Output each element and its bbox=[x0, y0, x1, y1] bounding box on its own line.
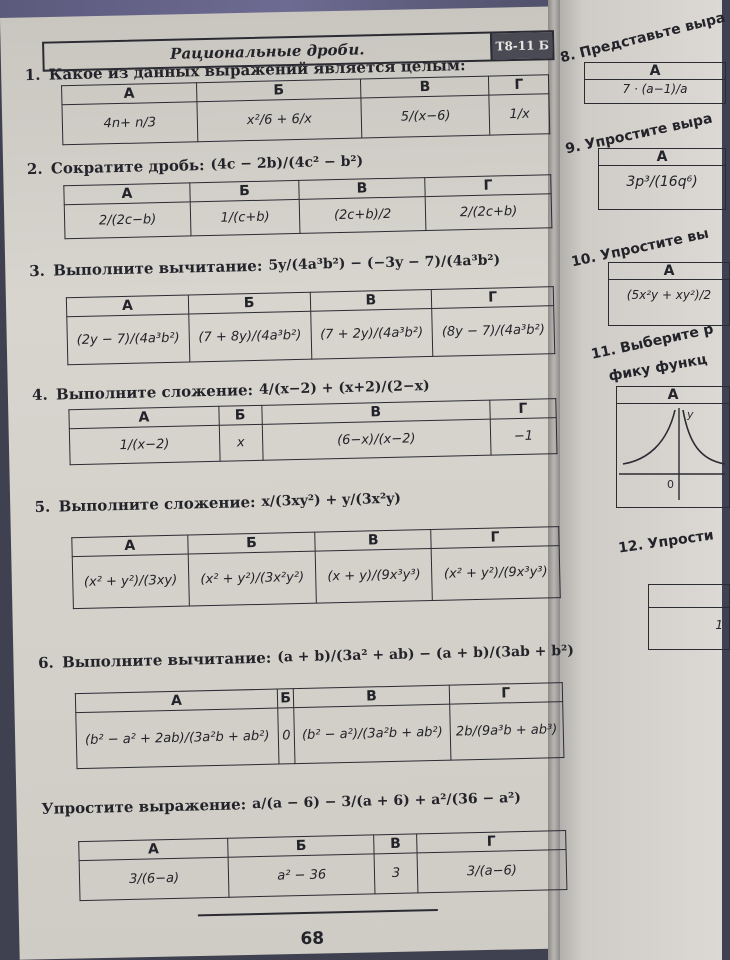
graph-curve-left bbox=[623, 410, 675, 464]
option-letter: А bbox=[599, 149, 725, 166]
q2-option-b[interactable]: 1/(c+b) bbox=[190, 199, 300, 235]
option-letter: Б bbox=[188, 292, 310, 314]
q6-option-a[interactable]: (b² − a² + 2ab)/(3a²b + ab²) bbox=[76, 708, 279, 769]
q1-option-c[interactable]: 5/(x−6) bbox=[361, 95, 490, 138]
footer-rule bbox=[198, 909, 438, 916]
option-letter: А bbox=[75, 689, 277, 713]
option-letter: В bbox=[315, 530, 431, 552]
q4-option-c[interactable]: (6−x)/(x−2) bbox=[262, 419, 491, 460]
option-letter: Б bbox=[218, 405, 261, 425]
q3-option-b[interactable]: (7 + 8y)/(4a³b²) bbox=[189, 311, 312, 362]
option-letter: В bbox=[294, 685, 450, 708]
option-letter: Г bbox=[490, 399, 557, 419]
option-letter bbox=[649, 585, 729, 608]
q7-option-b[interactable]: a² − 36 bbox=[228, 854, 375, 897]
question-5-options bbox=[71, 526, 561, 609]
question-5-expression: x/(3xy²) + y/(3x²y) bbox=[261, 490, 402, 510]
q2-option-d[interactable]: 2/(2c+b) bbox=[425, 194, 552, 231]
question-10-options bbox=[608, 262, 730, 326]
q7-option-a[interactable]: 3/(6−a) bbox=[79, 857, 229, 900]
question-1-options bbox=[61, 74, 550, 145]
q1-option-d[interactable]: 1/x bbox=[489, 94, 549, 135]
question-4-text: Выполните сложение: bbox=[55, 381, 254, 404]
question-4-expression: 4/(x−2) + (x+2)/(2−x) bbox=[258, 378, 430, 398]
question-11: 11. Выберите р bbox=[589, 321, 715, 363]
q3-option-c[interactable]: (7 + 2y)/(4a³b²) bbox=[310, 308, 433, 359]
section-title: Рациональные дроби. bbox=[169, 40, 365, 63]
question-1: 1. Какое из данных выражений является целым: bbox=[24, 56, 466, 85]
question-6-text: Выполните вычитание: bbox=[61, 648, 272, 672]
option-letter: В bbox=[361, 76, 490, 98]
question-9: 9. Упростите выра bbox=[563, 110, 714, 158]
q2-option-c[interactable]: (2c+b)/2 bbox=[299, 197, 426, 234]
option-letter: Г bbox=[431, 527, 559, 549]
option-letter: В bbox=[299, 178, 425, 200]
option-letter: В bbox=[261, 400, 490, 424]
option-letter: Б bbox=[228, 835, 375, 857]
q7-option-d[interactable]: 3/(a−6) bbox=[417, 850, 567, 893]
question-1-text: Какое из данных выражений является целым: bbox=[48, 56, 466, 84]
graph-origin-label: 0 bbox=[667, 478, 674, 491]
q12-option-cell[interactable]: 1 bbox=[715, 618, 723, 632]
option-letter: В bbox=[310, 289, 432, 311]
q5-option-b[interactable]: (x² + y²)/(3x²y²) bbox=[188, 551, 317, 606]
question-11-options bbox=[616, 386, 730, 508]
page-number: 68 bbox=[300, 928, 325, 950]
question-9-options bbox=[598, 148, 726, 210]
question-7-options bbox=[78, 830, 567, 901]
question-2: 2. Сократите дробь: (4c − 2b)/(4c² − b²) bbox=[26, 153, 364, 179]
question-6: 6. Выполните вычитание: (a + b)/(3a² + ab) − (a + b)/(3ab + b²) bbox=[37, 642, 575, 672]
question-11-text-line2: фику функц bbox=[607, 351, 709, 385]
test-code-badge: Т8-11 Б bbox=[490, 32, 553, 59]
question-2-expression: (4c − 2b)/(4c² − b²) bbox=[210, 153, 364, 173]
option-letter: Г bbox=[425, 175, 551, 197]
question-8-options bbox=[584, 62, 726, 104]
question-3-text: Выполните вычитание: bbox=[53, 256, 263, 280]
option-letter: А bbox=[64, 183, 190, 205]
q8-option-a[interactable]: 7 · (a−1)/a bbox=[622, 82, 688, 96]
q6-option-c[interactable]: (b² − a²)/(3a²b + ab²) bbox=[294, 704, 450, 764]
option-letter: А bbox=[79, 838, 228, 860]
question-8: 8. Представьте выра bbox=[558, 9, 727, 67]
question-7-expression: a/(a − 6) − 3/(a + 6) + a²/(36 − a²) bbox=[252, 790, 522, 813]
option-letter: А bbox=[617, 387, 729, 404]
q4-option-d[interactable]: −1 bbox=[490, 418, 557, 455]
question-2-options bbox=[63, 174, 552, 239]
option-letter: Г bbox=[432, 287, 554, 309]
option-letter: А bbox=[66, 295, 188, 317]
graph-y-label: y bbox=[687, 408, 694, 421]
option-letter: В bbox=[374, 834, 417, 854]
option-letter: А bbox=[72, 535, 188, 557]
option-letter: А bbox=[585, 63, 725, 80]
q2-option-a[interactable]: 2/(2c−b) bbox=[64, 202, 191, 239]
q5-option-c[interactable]: (x + y)/(9x³y³) bbox=[316, 549, 433, 604]
option-letter: А bbox=[609, 263, 729, 280]
question-5: 5. Выполните сложение: x/(3xy²) + y/(3x²y) bbox=[34, 490, 402, 517]
option-letter: А bbox=[62, 83, 197, 105]
option-letter: Б bbox=[196, 79, 361, 102]
question-6-options bbox=[75, 682, 565, 769]
q4-option-b[interactable]: x bbox=[219, 424, 263, 461]
question-3-expression: 5y/(4a³b²) − (−3y − 7)/(4a³b²) bbox=[268, 252, 501, 274]
option-letter: Г bbox=[449, 683, 563, 705]
q5-option-d[interactable]: (x² + y²)/(9x³y³) bbox=[431, 546, 560, 601]
question-12-options bbox=[648, 584, 730, 650]
q11-graph-a[interactable] bbox=[617, 404, 727, 502]
q3-option-d[interactable]: (8y − 7)/(4a³b²) bbox=[432, 306, 555, 357]
q6-option-d[interactable]: 2b/(9a³b + ab³) bbox=[449, 702, 564, 761]
question-7 bbox=[41, 789, 521, 818]
q7-option-c[interactable]: 3 bbox=[374, 853, 417, 894]
question-3: 3. Выполните вычитание: 5y/(4a³b²) − (−3y − 7)/(4a³b²) bbox=[29, 252, 501, 281]
q5-option-a[interactable]: (x² + y²)/(3xy) bbox=[72, 554, 189, 609]
right-page-content bbox=[556, 0, 727, 960]
option-letter: Б bbox=[187, 532, 315, 554]
option-letter: А bbox=[69, 406, 219, 428]
question-7-text: Упростите выражение: bbox=[41, 795, 247, 818]
question-3-options bbox=[66, 286, 555, 365]
option-letter: Б bbox=[277, 689, 294, 708]
q1-option-a[interactable]: 4n+ n/3 bbox=[62, 102, 198, 145]
q6-option-b[interactable]: 0 bbox=[277, 708, 295, 764]
question-12: 12. Упрости bbox=[617, 527, 715, 557]
q4-option-a[interactable]: 1/(x−2) bbox=[69, 425, 219, 464]
question-4-options bbox=[68, 398, 557, 465]
option-letter: Г bbox=[489, 75, 549, 95]
q1-option-b[interactable]: x²/6 + 6/x bbox=[197, 98, 362, 142]
question-5-text: Выполните сложение: bbox=[58, 493, 256, 516]
q10-option-a[interactable]: (5x²y + xy²)/2 bbox=[626, 288, 712, 302]
question-2-text: Сократите дробь: bbox=[50, 156, 205, 178]
question-10: 10. Упростите вы bbox=[569, 225, 711, 271]
question-4: 4. Выполните сложение: 4/(x−2) + (x+2)/(2−x) bbox=[31, 378, 430, 405]
question-6-expression: (a + b)/(3a² + ab) − (a + b)/(3ab + b²) bbox=[277, 642, 575, 666]
q3-option-a[interactable]: (2y − 7)/(4a³b²) bbox=[67, 314, 190, 365]
option-letter: Б bbox=[190, 180, 300, 201]
q9-option-a[interactable]: 3p³/(16q⁶) bbox=[626, 174, 698, 190]
option-letter: Г bbox=[416, 831, 566, 853]
